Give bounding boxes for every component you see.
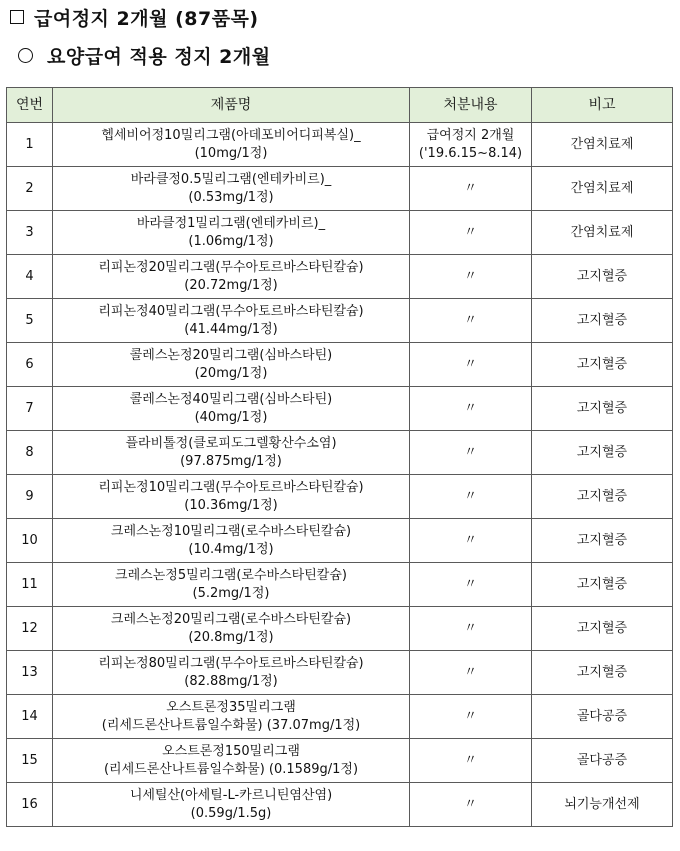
- action-cell: [410, 695, 532, 739]
- product-name-cell: [53, 695, 410, 739]
- note-cell: 뇌기능개선제: [532, 783, 673, 827]
- note-cell: 간염치료제: [532, 211, 673, 255]
- row-number: 9: [7, 475, 53, 519]
- note-cell: 고지혈증: [532, 431, 673, 475]
- action-text: 급여정지 2개월: [426, 127, 515, 143]
- product-name-cell: [53, 783, 410, 827]
- table-row: [7, 519, 673, 563]
- action-cell: [410, 475, 532, 519]
- product-dosage: (82.88mg/1정): [184, 673, 278, 689]
- subsection-title-text: 요양급여 적용 정지 2개월: [47, 45, 271, 68]
- note-cell: 고지혈증: [532, 519, 673, 563]
- action-cell: [410, 343, 532, 387]
- table-row: [7, 255, 673, 299]
- product-name: 리피논정20밀리그램(무수아토르바스타틴칼슘): [98, 259, 364, 275]
- product-dosage: (41.44mg/1정): [184, 321, 278, 337]
- product-name: 바라클정0.5밀리그램(엔테카비르)_: [130, 171, 332, 187]
- table-row: [7, 299, 673, 343]
- product-name-cell: [53, 299, 410, 343]
- table-row: [7, 651, 673, 695]
- note-cell: 고지혈증: [532, 299, 673, 343]
- product-name: 리피논정80밀리그램(무수아토르바스타틴칼슘): [98, 655, 364, 671]
- suspension-table: [6, 87, 673, 827]
- row-number: 14: [7, 695, 53, 739]
- action-text: 〃: [463, 620, 477, 636]
- circle-bullet-icon: [18, 48, 33, 63]
- action-cell: [410, 519, 532, 563]
- product-dosage: (20.8mg/1정): [188, 629, 274, 645]
- note-cell: 간염치료제: [532, 123, 673, 167]
- action-cell: [410, 651, 532, 695]
- product-name: 리피논정10밀리그램(무수아토르바스타틴칼슘): [98, 479, 364, 495]
- action-text: 〃: [463, 488, 477, 504]
- product-dosage: (97.875mg/1정): [180, 453, 282, 469]
- action-cell: [410, 299, 532, 343]
- product-name: 크레스논정5밀리그램(로수바스타틴칼슘): [115, 567, 347, 583]
- table-row: [7, 783, 673, 827]
- note-cell: 간염치료제: [532, 167, 673, 211]
- product-name-cell: [53, 431, 410, 475]
- table-header-row: [7, 88, 673, 123]
- table-row: [7, 607, 673, 651]
- product-name-cell: [53, 167, 410, 211]
- product-name-cell: [53, 519, 410, 563]
- row-number: 2: [7, 167, 53, 211]
- row-number: 12: [7, 607, 53, 651]
- action-text: 〃: [463, 180, 477, 196]
- table-row: [7, 123, 673, 167]
- row-number: 15: [7, 739, 53, 783]
- header-note: 비고: [532, 88, 673, 123]
- product-name: 헵세비어정10밀리그램(아데포비어디피복실)_: [101, 127, 361, 143]
- action-text: 〃: [463, 224, 477, 240]
- table-row: [7, 387, 673, 431]
- row-number: 4: [7, 255, 53, 299]
- action-text: 〃: [463, 664, 477, 680]
- product-dosage: (10.4mg/1정): [188, 541, 274, 557]
- action-cell: [410, 783, 532, 827]
- header-action: 처분내용: [410, 88, 532, 123]
- row-number: 8: [7, 431, 53, 475]
- note-cell: 고지혈증: [532, 343, 673, 387]
- note-cell: 고지혈증: [532, 563, 673, 607]
- action-text: 〃: [463, 576, 477, 592]
- action-cell: [410, 607, 532, 651]
- product-dosage: (리세드론산나트륨일수화물) (37.07mg/1정): [101, 717, 361, 733]
- action-text: 〃: [463, 268, 477, 284]
- action-cell: [410, 387, 532, 431]
- product-dosage: (0.53mg/1정): [188, 189, 274, 205]
- product-name: 크레스논정10밀리그램(로수바스타틴칼슘): [110, 523, 352, 539]
- table-row: [7, 431, 673, 475]
- action-cell: [410, 739, 532, 783]
- action-text: 〃: [463, 796, 477, 812]
- product-dosage: (40mg/1정): [194, 409, 268, 425]
- row-number: 16: [7, 783, 53, 827]
- product-name-cell: [53, 343, 410, 387]
- product-name: 리피논정40밀리그램(무수아토르바스타틴칼슘): [98, 303, 364, 319]
- note-cell: 고지혈증: [532, 387, 673, 431]
- row-number: 10: [7, 519, 53, 563]
- product-name: 콜레스논정20밀리그램(심바스타틴): [129, 347, 333, 363]
- product-dosage: (20mg/1정): [194, 365, 268, 381]
- header-no: 연번: [7, 88, 53, 123]
- action-cell: [410, 431, 532, 475]
- action-text: 〃: [463, 444, 477, 460]
- table-row: [7, 211, 673, 255]
- note-cell: 고지혈증: [532, 607, 673, 651]
- note-cell: 고지혈증: [532, 651, 673, 695]
- action-text: 〃: [463, 400, 477, 416]
- note-cell: 고지혈증: [532, 475, 673, 519]
- section-title: [10, 2, 259, 32]
- note-cell: 고지혈증: [532, 255, 673, 299]
- product-dosage: (10mg/1정): [194, 145, 268, 161]
- section-title-text: 급여정지 2개월 (87품목): [34, 7, 259, 30]
- product-name: 오스트론정150밀리그램: [162, 743, 300, 759]
- row-number: 6: [7, 343, 53, 387]
- product-name-cell: [53, 651, 410, 695]
- product-name: 니세틸산(아세틸-L-카르니틴염산염): [129, 787, 333, 803]
- row-number: 5: [7, 299, 53, 343]
- product-name: 콜레스논정40밀리그램(심바스타틴): [129, 391, 333, 407]
- table-row: [7, 167, 673, 211]
- product-dosage: (0.59g/1.5g): [190, 805, 272, 821]
- product-dosage: (20.72mg/1정): [184, 277, 278, 293]
- product-name-cell: [53, 255, 410, 299]
- product-dosage: (1.06mg/1정): [188, 233, 274, 249]
- product-name-cell: [53, 607, 410, 651]
- action-text: 〃: [463, 708, 477, 724]
- action-cell: [410, 563, 532, 607]
- action-text: 〃: [463, 532, 477, 548]
- product-name-cell: [53, 211, 410, 255]
- action-text: 〃: [463, 356, 477, 372]
- product-dosage: (5.2mg/1정): [192, 585, 270, 601]
- header-product: 제품명: [53, 88, 410, 123]
- row-number: 7: [7, 387, 53, 431]
- product-name-cell: [53, 563, 410, 607]
- action-cell: [410, 255, 532, 299]
- row-number: 1: [7, 123, 53, 167]
- subsection-title: [18, 40, 271, 70]
- note-cell: 골다공증: [532, 695, 673, 739]
- product-name: 바라클정1밀리그램(엔테카비르)_: [136, 215, 326, 231]
- product-name: 플라비톨정(클로피도그렐황산수소염): [125, 435, 337, 451]
- table-row: [7, 739, 673, 783]
- note-cell: 골다공증: [532, 739, 673, 783]
- product-name: 오스트론정35밀리그램: [166, 699, 296, 715]
- product-name: 크레스논정20밀리그램(로수바스타틴칼슘): [110, 611, 352, 627]
- action-cell: [410, 123, 532, 167]
- square-bullet-icon: [10, 10, 24, 24]
- table-row: [7, 343, 673, 387]
- action-text: 〃: [463, 752, 477, 768]
- table-body: [7, 123, 673, 827]
- product-dosage: (리세드론산나트륨일수화물) (0.1589g/1정): [103, 761, 359, 777]
- table-row: [7, 563, 673, 607]
- action-text: 〃: [463, 312, 477, 328]
- action-cell: [410, 167, 532, 211]
- product-name-cell: [53, 475, 410, 519]
- row-number: 3: [7, 211, 53, 255]
- table-row: [7, 695, 673, 739]
- product-name-cell: [53, 387, 410, 431]
- product-dosage: (10.36mg/1정): [184, 497, 278, 513]
- table-row: [7, 475, 673, 519]
- action-period: ('19.6.15~8.14): [418, 145, 523, 161]
- row-number: 13: [7, 651, 53, 695]
- product-name-cell: [53, 123, 410, 167]
- product-name-cell: [53, 739, 410, 783]
- action-cell: [410, 211, 532, 255]
- row-number: 11: [7, 563, 53, 607]
